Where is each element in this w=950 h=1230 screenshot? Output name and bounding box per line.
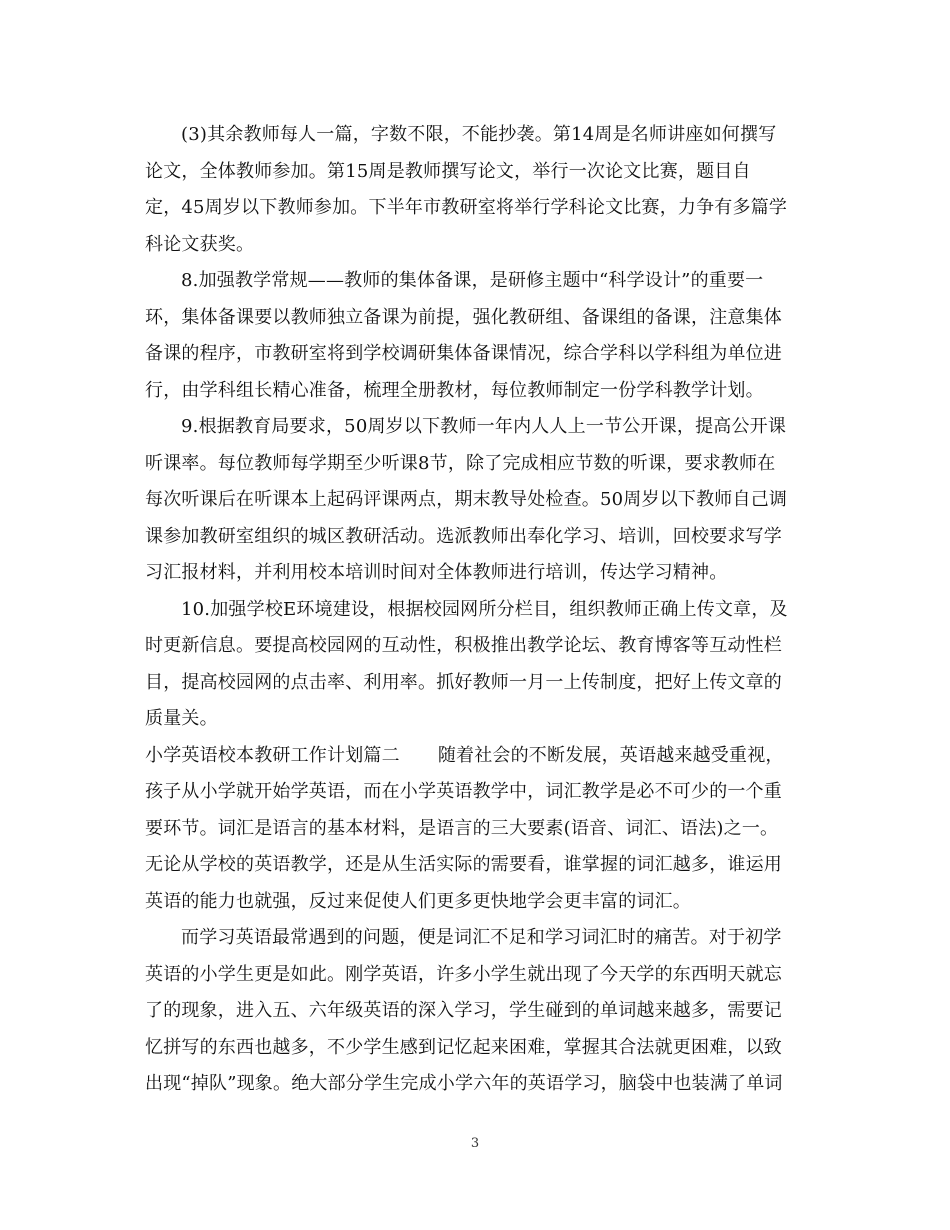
text-line: 质量关。 [145,708,218,729]
paragraph [145,920,805,1103]
paragraph [145,409,805,592]
paragraph [145,263,805,409]
text-line: 环，集体备课要以教师独立备课为前提，强化教研组、备课组的备课，注意集体 [145,306,782,328]
text-line: 听课率。每位教师每学期至少听课8节，除了完成相应节数的听课，要求教师在 [145,452,776,474]
text-line: 英语的能力也就强，反过来促使人们更多更快地学会更丰富的词汇。 [145,890,691,912]
text-line: 忆拼写的东西也越多，不少学生感到记忆起来困难，掌握其合法就更困难，以致 [145,1036,782,1058]
text-line: 课参加教研室组织的城区教研活动。选派教师出奉化学习、培训，回校要求写学 [145,525,782,547]
text-line [145,738,805,775]
text-line: 行，由学科组长精心准备，梳理全册教材，每位教师制定一份学科教学计划。 [145,379,764,401]
text-line: 习汇报材料，并利用校本培训时间对全体教师进行培训，传达学习精神。 [145,562,728,583]
text-line: 每次听课后在听课本上起码评课两点，期末教导处检查。50周岁以下教师自己调 [145,489,788,510]
text-line: 孩子从小学就开始学英语，而在小学英语教学中，词汇教学是必不可少的一个重 [145,781,782,802]
text-line: 而学习英语最常遇到的问题，便是词汇不足和学习词汇时的痛苦。对于初学 [181,927,782,948]
text-line: 9.根据教育局要求，50周岁以下教师一年内人人上一节公开课，提高公开课 [181,416,787,437]
text-line: 出现“掉队”现象。绝大部分学生完成小学六年的英语学习，脑袋中也装满了单词 [145,1073,783,1094]
text-line: 科论文获奖。 [145,233,255,255]
text-line: 论文，全体教师参加。第15周是教师撰写论文，举行一次论文比赛，题目自 [145,160,751,182]
text-line: 定，45周岁以下教师参加。下半年市教研室将举行学科论文比赛，力争有多篇学 [145,197,788,218]
paragraph [145,592,805,738]
text-line: 备课的程序，市教研室将到学校调研集体备课情况，综合学科以学科组为单位进 [145,343,782,364]
paragraph [145,738,805,921]
paragraph [145,117,805,263]
text-line: 时更新信息。要提高校园网的互动性，积极推出教学论坛、教育博客等互动性栏 [145,635,782,656]
text-line: 10.加强学校E环境建设，根据校园网所分栏目，组织教师正确上传文章，及 [181,598,788,620]
text-line: 8.加强教学常规——教师的集体备课，是研修主题中“科学设计”的重要一 [181,270,764,291]
text-line: 英语的小学生更是如此。刚学英语，许多小学生就出现了今天学的东西明天就忘 [145,963,782,985]
section-first-line: 随着社会的不断发展，英语越来越受重视， [437,744,784,766]
text-line: 了的现象，进入五、六年级英语的深入学习，学生碰到的单词越来越多，需要记 [145,1000,782,1021]
page-number: 3 [470,1136,480,1151]
text-line: 目，提高校园网的点击率、利用率。抓好教师一月一上传制度，把好上传文章的 [145,671,782,693]
section-heading: 小学英语校本教研工作计划篇二 [145,744,400,766]
document-body [145,117,805,1103]
text-line: 无论从学校的英语教学，还是从生活实际的需要看，谁掌握的词汇越多，谁运用 [145,854,782,875]
text-line: (3)其余教师每人一篇，字数不限，不能抄袭。第14周是名师讲座如何撰写 [181,124,777,145]
text-line: 要环节。词汇是语言的基本材料，是语言的三大要素(语音、词汇、语法)之一。 [145,817,779,839]
